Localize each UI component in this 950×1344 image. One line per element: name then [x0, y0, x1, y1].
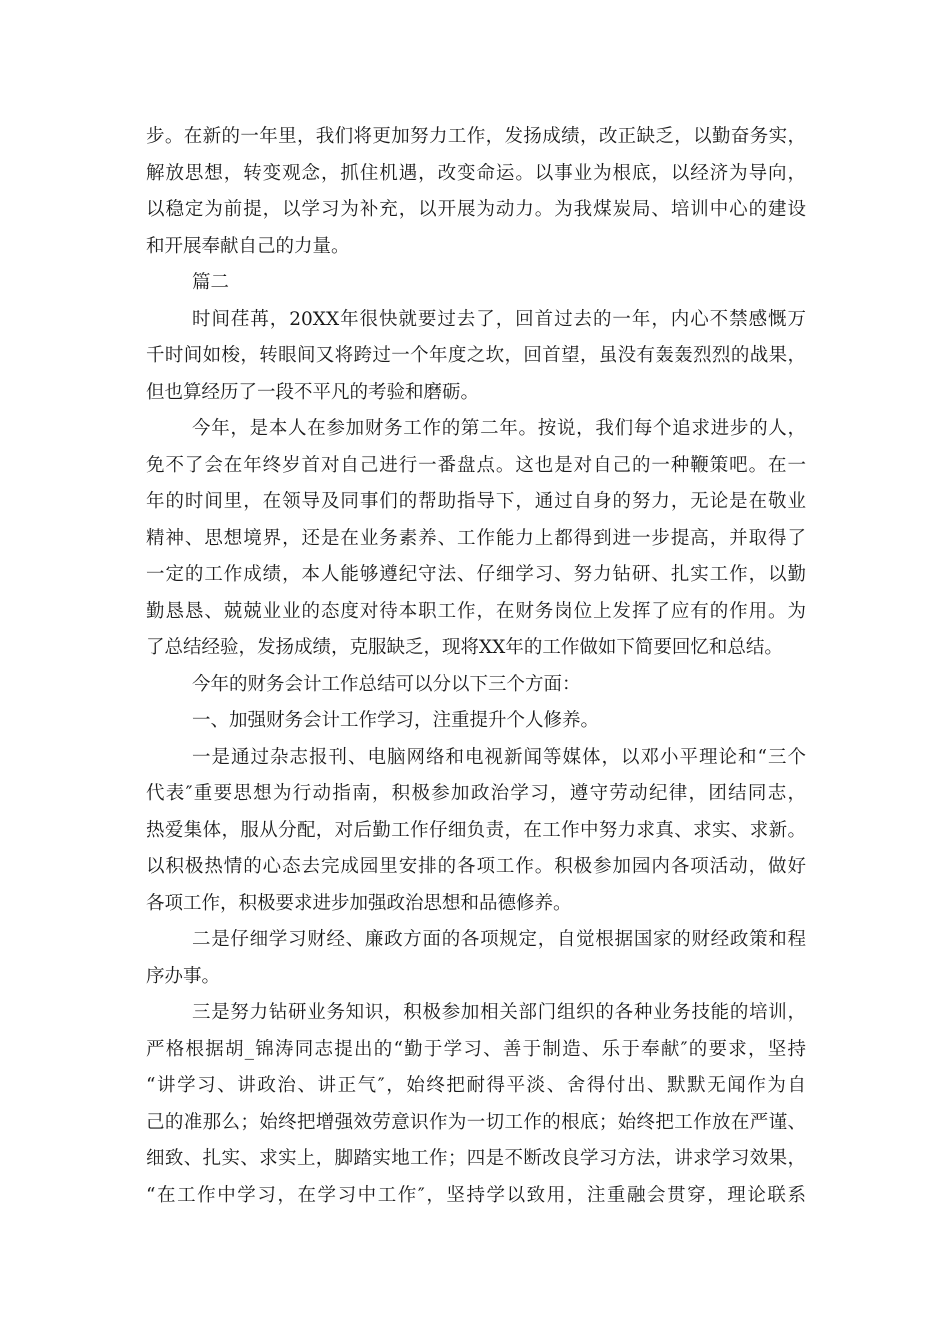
text-line: 精神、思想境界，还是在业务素养、工作能力上都得到进一步提高，并取得了 — [146, 527, 806, 549]
text-line: 序办事。 — [146, 965, 221, 987]
text-line: 年的时间里，在领导及同事们的帮助指导下，通过自身的努力，无论是在敬业 — [146, 491, 806, 512]
text-line: “讲学习、讲政治、讲正气″，始终把耐得平淡、舍得付出、默默无闻作为自 — [146, 1075, 806, 1096]
text-line: 细致、扎实、求实上，脚踏实地工作；四是不断改良学习方法，讲求学习效果， — [146, 1148, 806, 1169]
text-line: 篇二 — [192, 272, 230, 293]
text-line: 各项工作，积极要求进步加强政治思想和品德修养。 — [146, 892, 572, 914]
text-line: 千时间如梭，转眼间又将跨过一个年度之坎，回首望，虽没有轰轰烈烈的战果， — [146, 345, 806, 366]
text-line: 今年，是本人在参加财务工作的第二年。按说，我们每个追求进步的人， — [192, 418, 806, 439]
text-line: 免不了会在年终岁首对自己进行一番盘点。这也是对自己的一种鞭策吧。在一 — [146, 454, 806, 476]
document-body — [146, 119, 806, 1214]
text-line: 三是努力钻研业务知识，积极参加相关部门组织的各种业务技能的培训， — [192, 1002, 806, 1023]
text-line: 勤恳恳、兢兢业业的态度对待本职工作，在财务岗位上发挥了应有的作用。为 — [146, 600, 806, 622]
text-line: 热爱集体，服从分配，对后勤工作仔细负责，在工作中努力求真、求实、求新。 — [146, 819, 806, 841]
text-line: 严格根据胡_锦涛同志提出的“勤于学习、善于制造、乐于奉献″的要求，坚持 — [146, 1038, 806, 1060]
text-line: 但也算经历了一段不平凡的考验和磨砺。 — [146, 381, 480, 403]
text-line: 以稳定为前提，以学习为补充，以开展为动力。为我煤炭局、培训中心的建设 — [146, 199, 806, 220]
text-line: 时间荏苒，20XX年很快就要过去了，回首过去的一年，内心不禁感慨万 — [192, 308, 806, 330]
text-line: 和开展奉献自己的力量。 — [146, 235, 350, 257]
text-line: 解放思想，转变观念，抓住机遇，改变命运。以事业为根底，以经济为导向， — [146, 162, 806, 184]
text-line: 己的准那么；始终把增强效劳意识作为一切工作的根底；始终把工作放在严谨、 — [146, 1111, 806, 1133]
text-line: 代表″重要思想为行动指南，积极参加政治学习，遵守劳动纪律，团结同志， — [146, 783, 806, 804]
text-line: “在工作中学习，在学习中工作″，坚持学以致用，注重融会贯穿，理论联系 — [146, 1184, 806, 1206]
text-line: 二是仔细学习财经、廉政方面的各项规定，自觉根据国家的财经政策和程 — [192, 929, 806, 950]
text-line: 以积极热情的心态去完成园里安排的各项工作。积极参加园内各项活动，做好 — [146, 856, 806, 877]
text-line: 一是通过杂志报刊、电脑网络和电视新闻等媒体，以邓小平理论和“三个 — [192, 746, 806, 768]
text-line: 今年的财务会计工作总结可以分以下三个方面： — [192, 673, 581, 695]
text-line: 一、加强财务会计工作学习，注重提升个人修养。 — [192, 710, 600, 731]
text-line: 步。在新的一年里，我们将更加努力工作，发扬成绩，改正缺乏，以勤奋务实， — [146, 126, 806, 147]
text-line: 一定的工作成绩，本人能够遵纪守法、仔细学习、努力钻研、扎实工作，以勤 — [146, 564, 806, 585]
text-line: 了总结经验，发扬成绩，克服缺乏，现将XX年的工作做如下简要回忆和总结。 — [146, 637, 783, 658]
